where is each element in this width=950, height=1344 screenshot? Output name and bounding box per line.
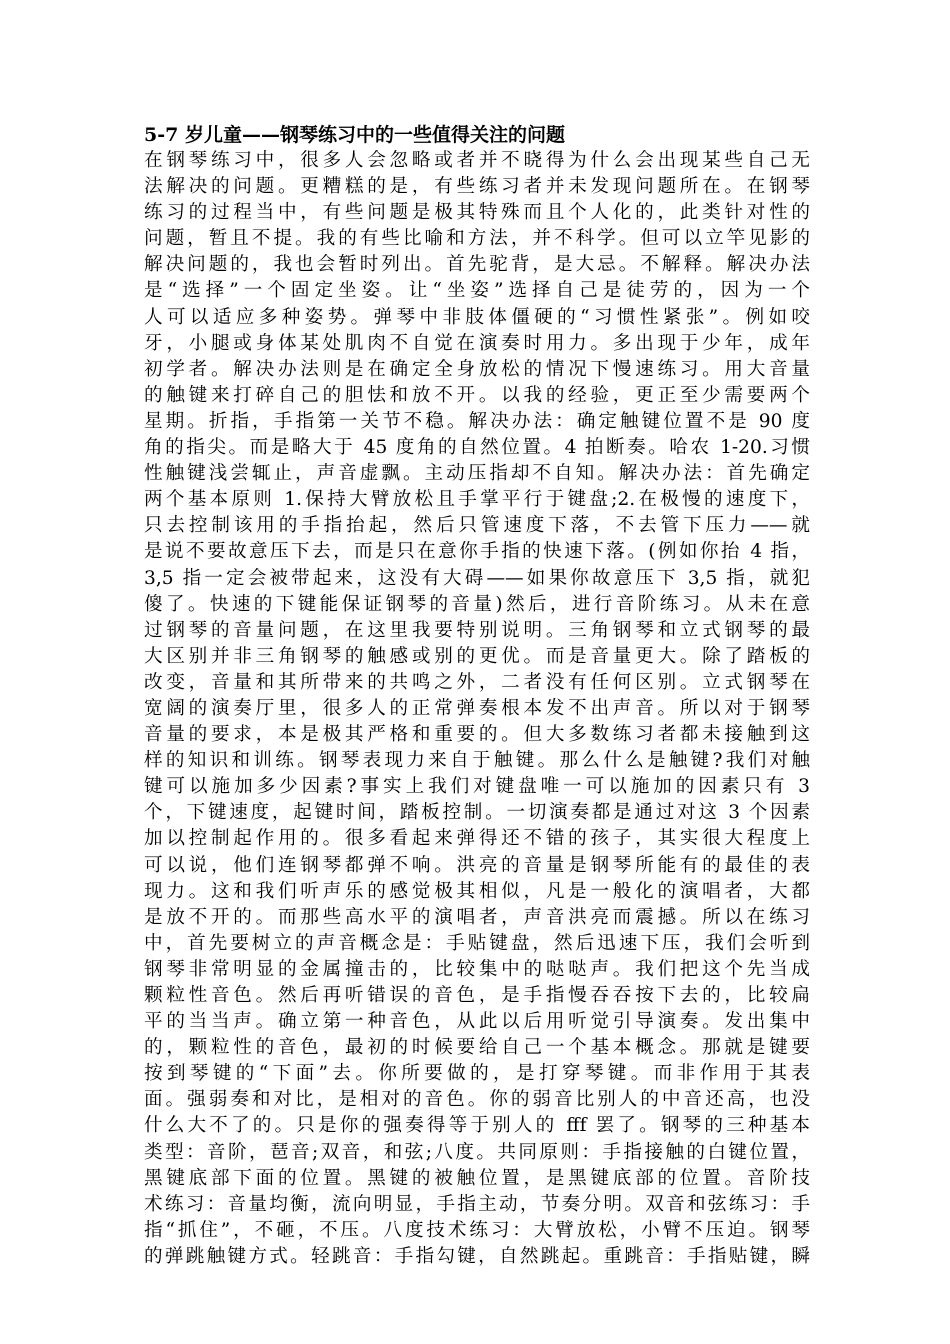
document-line: 法解决的问题。更糟糕的是，有些练习者并未发现问题所在。在钢琴 <box>144 176 810 198</box>
document-line: 钢琴非常明显的金属撞击的，比较集中的哒哒声。我们把这个先当成 <box>144 958 810 980</box>
document-line: 颗粒性音色。然后再听错误的音色，是手指慢吞吞按下去的，比较扁 <box>144 985 810 1006</box>
document-line: 样的知识和训练。钢琴表现力来自于触键。那么什么是触键?我们对触 <box>144 750 810 772</box>
document-line: 问题，暂且不提。我的有些比喻和方法，并不科学。但可以立竿见影的 <box>144 228 810 250</box>
document-line: 牙，小腿或身体某处肌肉不自觉在演奏时用力。多出现于少年，成年 <box>144 332 810 354</box>
document-line: 中，首先要树立的声音概念是：手贴键盘，然后迅速下压，我们会听到 <box>144 932 810 954</box>
document-line: 改变，音量和其所带来的共鸣之外，二者没有任何区别。立式钢琴在 <box>144 671 810 693</box>
document-content <box>144 122 810 1270</box>
document-line: 的，颗粒性的音色，最初的时候要给自己一个基本概念。那就是键要 <box>144 1037 810 1059</box>
document-body <box>144 148 810 1270</box>
document-line: 什么大不了的。只是你的强奏得等于别人的 fff 罢了。钢琴的三种基本 <box>144 1115 810 1137</box>
document-line: 平的当当声。确立第一种音色，从此以后用听觉引导演奏。发出集中 <box>144 1011 810 1033</box>
document-line: 两个基本原则 1.保持大臂放松且手掌平行于键盘;2.在极慢的速度下， <box>144 489 810 511</box>
document-line: 人可以适应多种姿势。弹琴中非肢体僵硬的“习惯性紧张”。例如咬 <box>144 306 810 328</box>
document-line: 傻了。快速的下键能保证钢琴的音量)然后，进行音阶练习。从未在意 <box>144 593 810 615</box>
document-title: 5-7 岁儿童——钢琴练习中的一些值得关注的问题 <box>144 124 565 146</box>
document-line: 解决问题的，我也会暂时列出。首先驼背，是大忌。不解释。解决办法 <box>144 254 810 276</box>
document-line: 练习的过程当中，有些问题是极其特殊而且个人化的，此类针对性的 <box>144 202 810 224</box>
document-line: 的触键来打碎自己的胆怯和放不开。以我的经验，更正至少需要两个 <box>144 384 810 406</box>
document-line: 3,5 指一定会被带起来，这没有大碍——如果你故意压下 3,5 指，就犯 <box>144 567 810 589</box>
document-line: 是“选择”一个固定坐姿。让“坐姿”选择自己是徒劳的，因为一个 <box>144 280 810 302</box>
document-line: 按到琴键的“下面”去。你所要做的，是打穿琴键。而非作用于其表 <box>144 1063 810 1085</box>
document-line: 指“抓住”，不砸，不压。八度技术练习：大臂放松，小臂不压迫。钢琴 <box>144 1219 810 1241</box>
document-line: 是说不要故意压下去，而是只在意你手指的快速下落。(例如你抬 4 指， <box>144 541 810 563</box>
document-line: 星期。折指，手指第一关节不稳。解决办法：确定触键位置不是 90 度 <box>144 410 810 432</box>
document-line: 术练习：音量均衡，流向明显，手指主动，节奏分明。双音和弦练习：手 <box>144 1193 810 1215</box>
document-line: 加以控制起作用的。很多看起来弹得还不错的孩子，其实很大程度上 <box>144 828 810 850</box>
document-line: 键可以施加多少因素?事实上我们对键盘唯一可以施加的因素只有 3 <box>144 776 810 798</box>
document-line: 大区别并非三角钢琴的触感或别的更优。而是音量更大。除了踏板的 <box>144 645 810 667</box>
document-line: 在钢琴练习中，很多人会忽略或者并不晓得为什么会出现某些自己无 <box>144 150 810 171</box>
document-line: 宽阔的演奏厅里，很多人的正常弹奏根本发不出声音。所以对于钢琴 <box>144 697 810 719</box>
document-line: 面。强弱奏和对比，是相对的音色。你的弱音比别人的中音还高，也没 <box>144 1089 810 1111</box>
document-line: 可以说，他们连钢琴都弹不响。洪亮的音量是钢琴所能有的最佳的表 <box>144 854 810 876</box>
document-line: 是放不开的。而那些高水平的演唱者，声音洪亮而震撼。所以在练习 <box>144 906 810 928</box>
document-line: 角的指尖。而是略大于 45 度角的自然位置。4 拍断奏。哈农 1-20.习惯 <box>144 437 810 459</box>
document-line: 现力。这和我们听声乐的感觉极其相似，凡是一般化的演唱者，大都 <box>144 880 810 902</box>
document-line: 黑键底部下面的位置。黑键的被触位置，是黑键底部的位置。音阶技 <box>144 1167 810 1189</box>
document-line: 音量的要求，本是极其严格和重要的。但大多数练习者都未接触到这 <box>144 724 810 746</box>
document-line: 性触键浅尝辄止，声音虚飘。主动压指却不自知。解决办法：首先确定 <box>144 463 810 485</box>
document-line: 初学者。解决办法则是在确定全身放松的情况下慢速练习。用大音量 <box>144 358 810 380</box>
document-line: 过钢琴的音量问题，在这里我要特别说明。三角钢琴和立式钢琴的最 <box>144 619 810 641</box>
document-line: 的弹跳触键方式。轻跳音：手指勾键，自然跳起。重跳音：手指贴键，瞬 <box>144 1245 810 1267</box>
document-line: 类型：音阶，琶音;双音，和弦;八度。共同原则：手指接触的白键位置， <box>144 1141 810 1163</box>
document-line: 只去控制该用的手指抬起，然后只管速度下落，不去管下压力——就 <box>144 515 810 537</box>
document-line: 个，下键速度，起键时间，踏板控制。一切演奏都是通过对这 3 个因素 <box>144 802 810 824</box>
